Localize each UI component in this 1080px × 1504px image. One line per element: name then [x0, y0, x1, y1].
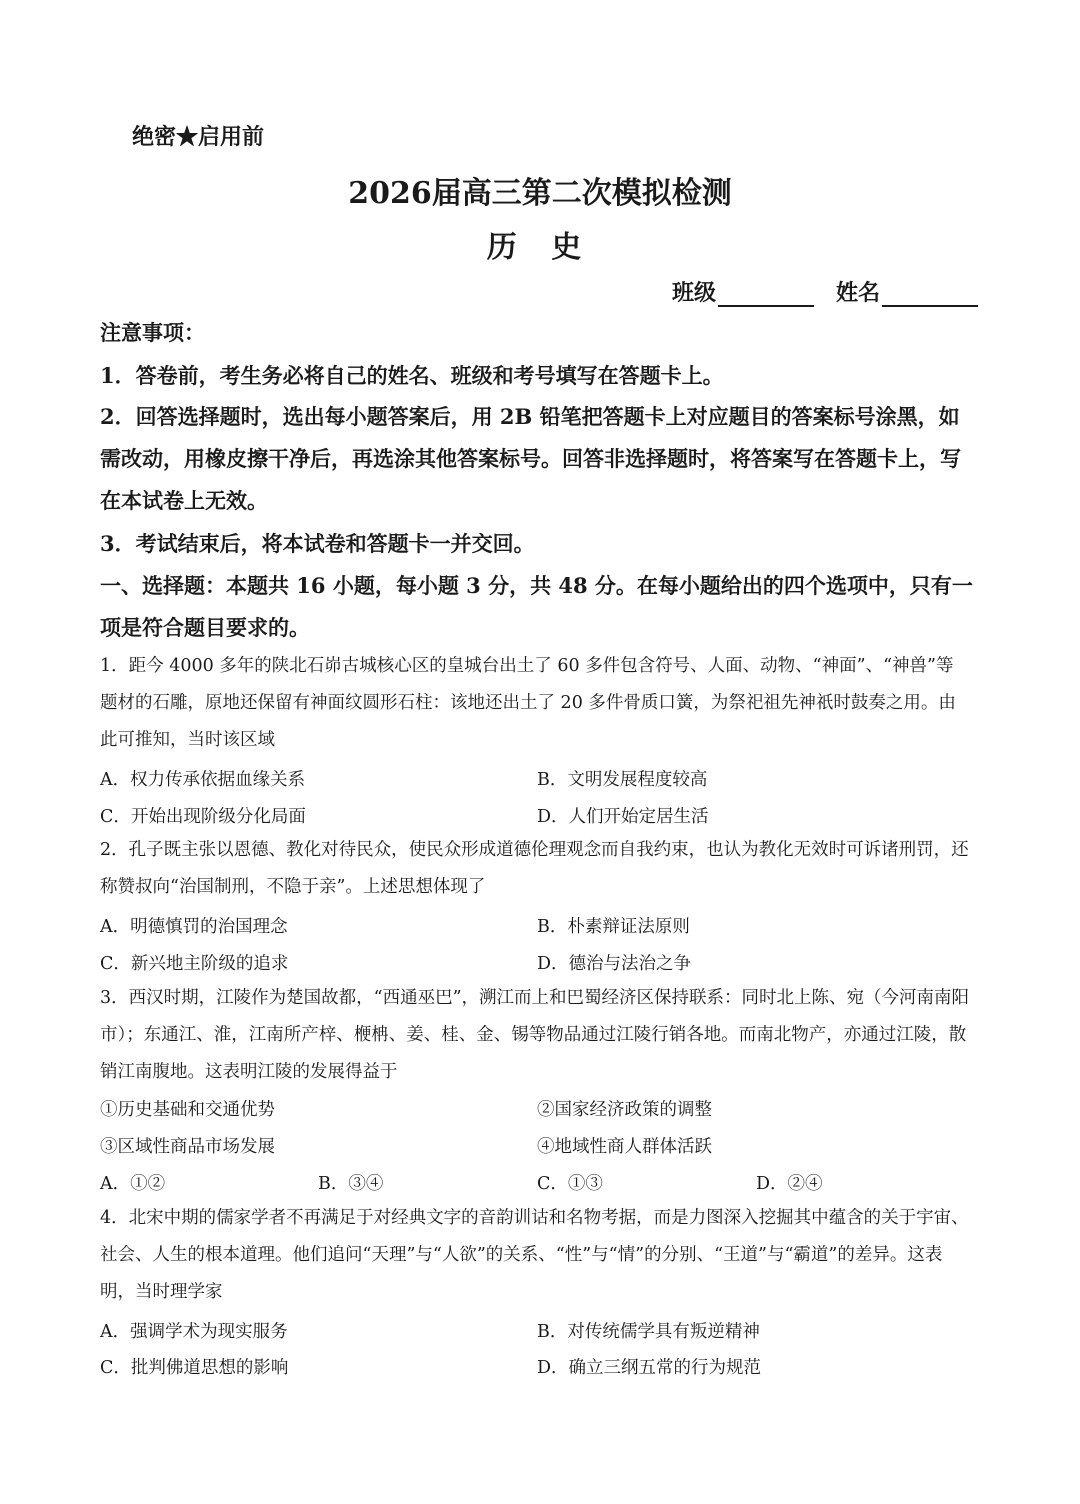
- question-3-option-c: C．①③: [537, 1174, 603, 1194]
- question-3-statement-3: ③区域性商品市场发展: [100, 1137, 275, 1157]
- question-2-option-d: D．德治与法治之争: [537, 954, 692, 974]
- class-field: [672, 276, 814, 307]
- question-4-option-c: C．批判佛道思想的影响: [100, 1358, 289, 1378]
- section-heading: 一、选择题：本题共 16 小题，每小题 3 分，共 48 分。在每小题给出的四个选项中，只有一项是符合题目要求的。: [100, 573, 973, 640]
- question-1-option-d: D．人们开始定居生活: [537, 807, 709, 827]
- notice-item-2: 2．回答选择题时，选出每小题答案后，用 2B 铅笔把答题卡上对应题目的答案标号涂黑，如需改动，用橡皮擦干净后，再选涂其他答案标号。回答非选择题时，将答案写在答题卡上，写在本试卷上无效。: [100, 404, 961, 513]
- subject-title: 历 史: [486, 230, 594, 265]
- question-2-option-c: C．新兴地主阶级的追求: [100, 954, 289, 974]
- question-3-option-b: B．③④: [318, 1174, 384, 1194]
- question-1-option-c: C．开始出现阶级分化局面: [100, 807, 306, 827]
- question-1-option-a: A．权力传承依据血缘关系: [100, 770, 306, 790]
- notice-heading: 注意事项：: [100, 320, 205, 345]
- name-field: [836, 276, 978, 307]
- question-1-option-b: B．文明发展程度较高: [537, 770, 708, 790]
- question-4-option-a: A．强调学术为现实服务: [100, 1322, 288, 1342]
- question-3-statement-2: ②国家经济政策的调整: [537, 1100, 712, 1120]
- question-3-stem: 3．西汉时期，江陵作为楚国故都，“西通巫巴”，溯江而上和巴蜀经济区保持联系：同时北上陈、宛（今河南南阳市）；东通江、淮，江南所产梓、楩柟、姜、桂、金、锡等物品通过江陵行销各地。而南北物产，亦通过江陵，散销江南腹地。这表明江陵的发展得益于: [100, 988, 970, 1082]
- student-info: [672, 276, 978, 307]
- notice-item-3: 3．考试结束后，将本试卷和答题卡一并交回。: [100, 531, 535, 556]
- question-1-stem: 1．距今 4000 多年的陕北石峁古城核心区的皇城台出土了 60 多件包含符号、人面、动物、“神面”、“神兽”等题材的石雕，原地还保留有神面纹圆形石柱：该地还出土了 20 多件骨质口簧，为祭祀祖先神祇时鼓奏之用。由此可推知，当时该区域: [100, 656, 956, 750]
- confidential-mark: 绝密★启用前: [132, 124, 265, 150]
- question-2-stem: 2．孔子既主张以恩德、教化对待民众，使民众形成道德伦理观念而自我约束，也认为教化无效时可诉诸刑罚，还称赞叔向“治国制刑，不隐于亲”。上述思想体现了: [100, 840, 969, 897]
- question-4-option-b: B．对传统儒学具有叛逆精神: [537, 1322, 760, 1342]
- question-2-option-b: B．朴素辩证法原则: [537, 917, 690, 937]
- question-2-option-a: A．明德慎罚的治国理念: [100, 917, 288, 937]
- question-3-statement-4: ④地域性商人群体活跃: [537, 1137, 712, 1157]
- exam-title: 2026届高三第二次模拟检测: [348, 176, 732, 211]
- question-4-option-d: D．确立三纲五常的行为规范: [537, 1358, 762, 1378]
- question-3-option-d: D．②④: [756, 1174, 823, 1194]
- notice-item-1: 1．答卷前，考生务必将自己的姓名、班级和考号填写在答题卡上。: [100, 363, 724, 388]
- question-4-stem: 4．北宋中期的儒家学者不再满足于对经典文字的音韵训诂和名物考据，而是力图深入挖掘其中蕴含的关于宇宙、社会、人生的根本道理。他们追问“天理”与“人欲”的关系、“性”与“情”的分别、“王道”与“霸道”的差异。这表明，当时理学家: [100, 1208, 969, 1302]
- name-label: 姓名: [836, 280, 881, 306]
- class-blank: [718, 281, 814, 307]
- name-blank: [882, 281, 978, 307]
- question-3-statement-1: ①历史基础和交通优势: [100, 1100, 275, 1120]
- class-label: 班级: [672, 280, 717, 306]
- question-3-option-a: A．①②: [100, 1174, 166, 1194]
